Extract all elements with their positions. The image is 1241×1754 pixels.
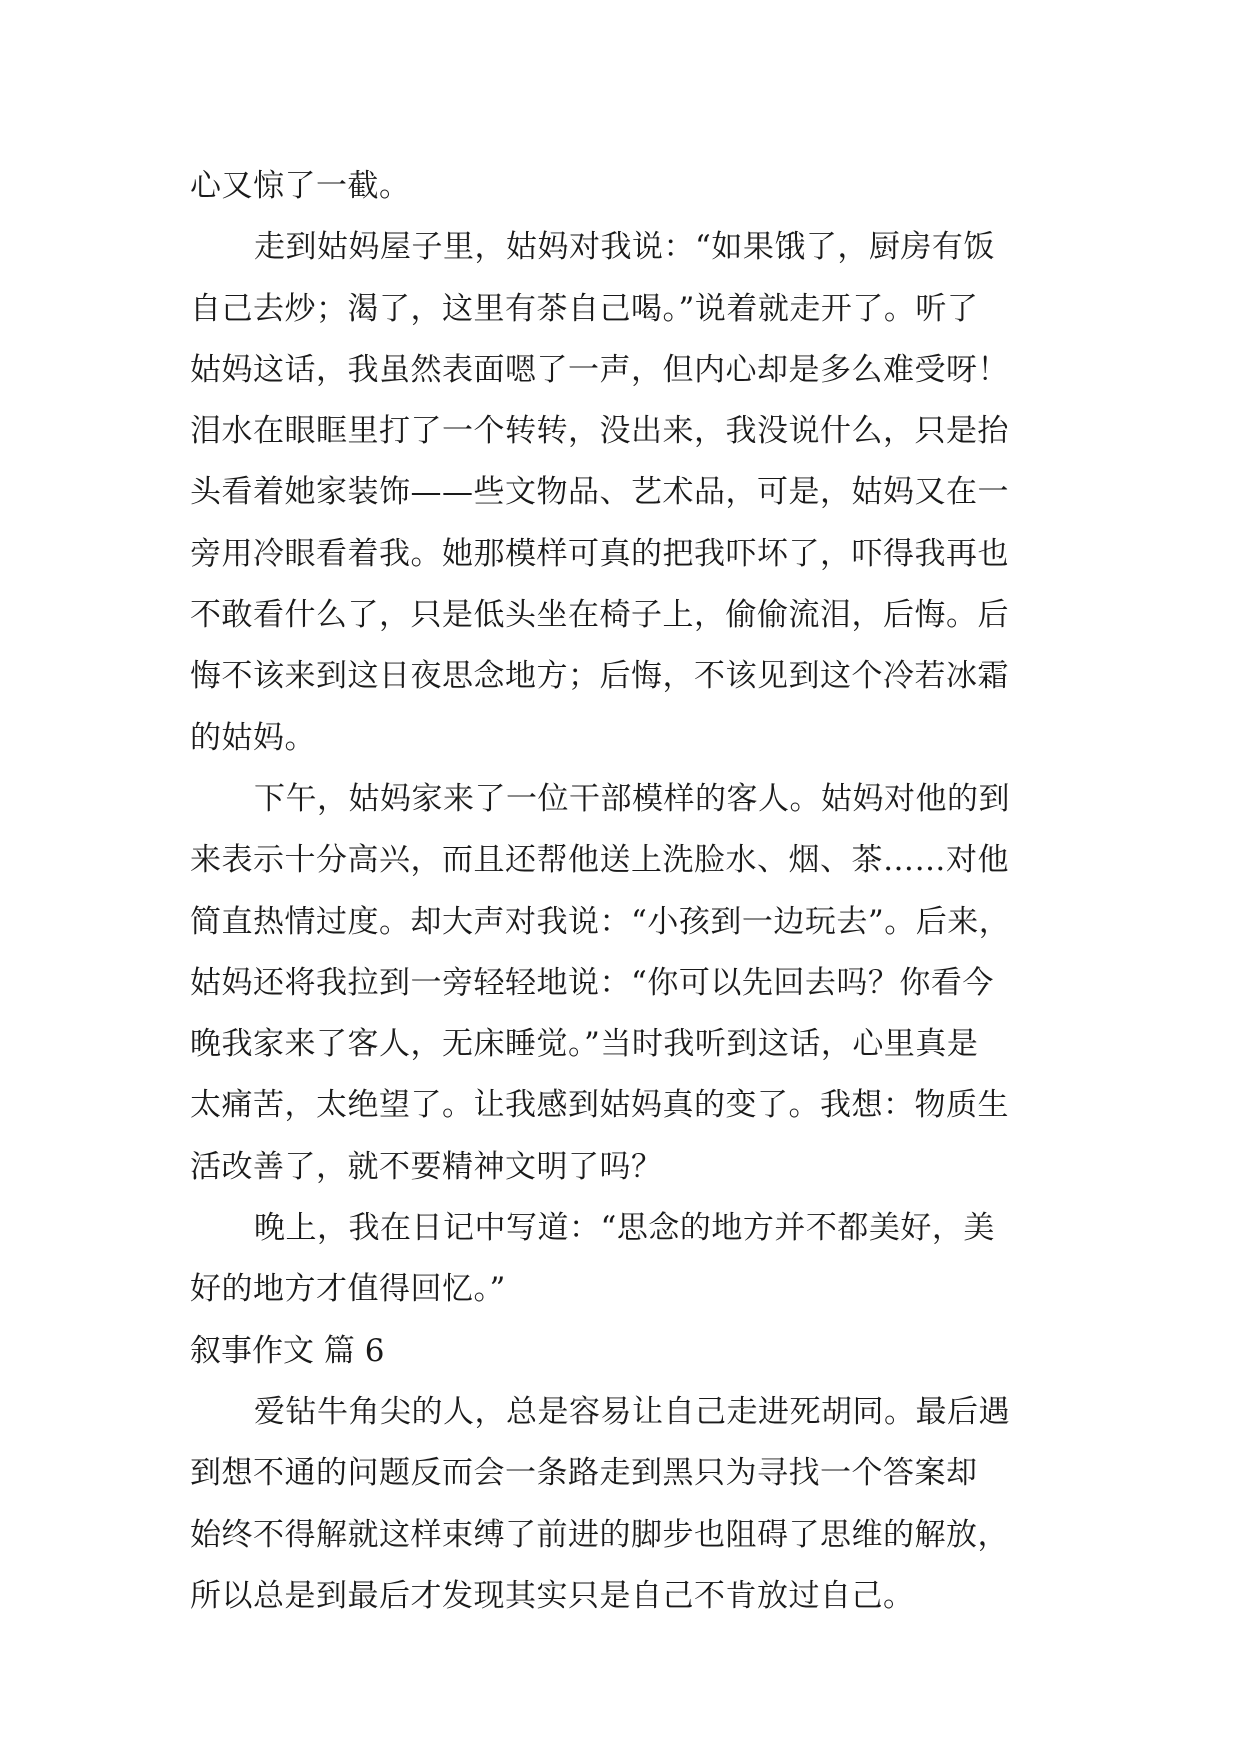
text-line: 泪水在眼眶里打了一个转转，没出来，我没说什么，只是抬	[190, 413, 1009, 450]
text-line: 太痛苦，太绝望了。让我感到姑妈真的变了。我想：物质生	[190, 1087, 1009, 1124]
text-line: 姑妈还将我拉到一旁轻轻地说：“你可以先回去吗？你看今	[190, 964, 994, 1001]
text-line: 不敢看什么了，只是低头坐在椅子上，偷偷流泪，后悔。后	[190, 597, 1009, 634]
text-line: 头看着她家装饰——些文物品、艺术品，可是，姑妈又在一	[190, 474, 1009, 511]
paragraph-start-line: 走到姑妈屋子里，姑妈对我说：“如果饿了，厨房有饭	[254, 229, 995, 266]
text-line: 所以总是到最后才发现其实只是自己不肯放过自己。	[190, 1577, 915, 1614]
text-line: 姑妈这话，我虽然表面嗯了一声，但内心却是多么难受呀！	[190, 351, 1009, 388]
text-line: 到想不通的问题反而会一条路走到黑只为寻找一个答案却	[190, 1455, 978, 1492]
document-body	[190, 156, 1050, 1627]
text-line: 晚我家来了客人，无床睡觉。”当时我听到这话，心里真是	[190, 1026, 979, 1063]
text-line: 简直热情过度。却大声对我说：“小孩到一边玩去”。后来，	[190, 903, 1011, 940]
text-line: 旁用冷眼看着我。她那模样可真的把我吓坏了，吓得我再也	[190, 535, 1009, 572]
paragraph-start-line: 下午，姑妈家来了一位干部模样的客人。姑妈对他的到	[254, 780, 1010, 817]
text-line: 好的地方才值得回忆。”	[190, 1271, 506, 1308]
text-line: 来表示十分高兴，而且还帮他送上洗脸水、烟、茶……对他	[190, 842, 1009, 879]
text-line: 活改善了，就不要精神文明了吗？	[190, 1148, 663, 1185]
text-line: 心又惊了一截。	[190, 168, 411, 204]
text-line: 自己去炒；渴了，这里有茶自己喝。”说着就走开了。听了	[190, 290, 979, 327]
text-line: 的姑妈。	[190, 719, 316, 756]
text-line: 悔不该来到这日夜思念地方；后悔，不该见到这个冷若冰霜	[190, 658, 1009, 695]
section-heading: 叙事作文 篇 6	[190, 1332, 385, 1369]
paragraph-start-line: 爱钻牛角尖的人，总是容易让自己走进死胡同。最后遇	[254, 1393, 1010, 1430]
text-line: 始终不得解就这样束缚了前进的脚步也阻碍了思维的解放，	[190, 1516, 1009, 1553]
paragraph-start-line: 晚上，我在日记中写道：“思念的地方并不都美好，美	[254, 1210, 995, 1247]
